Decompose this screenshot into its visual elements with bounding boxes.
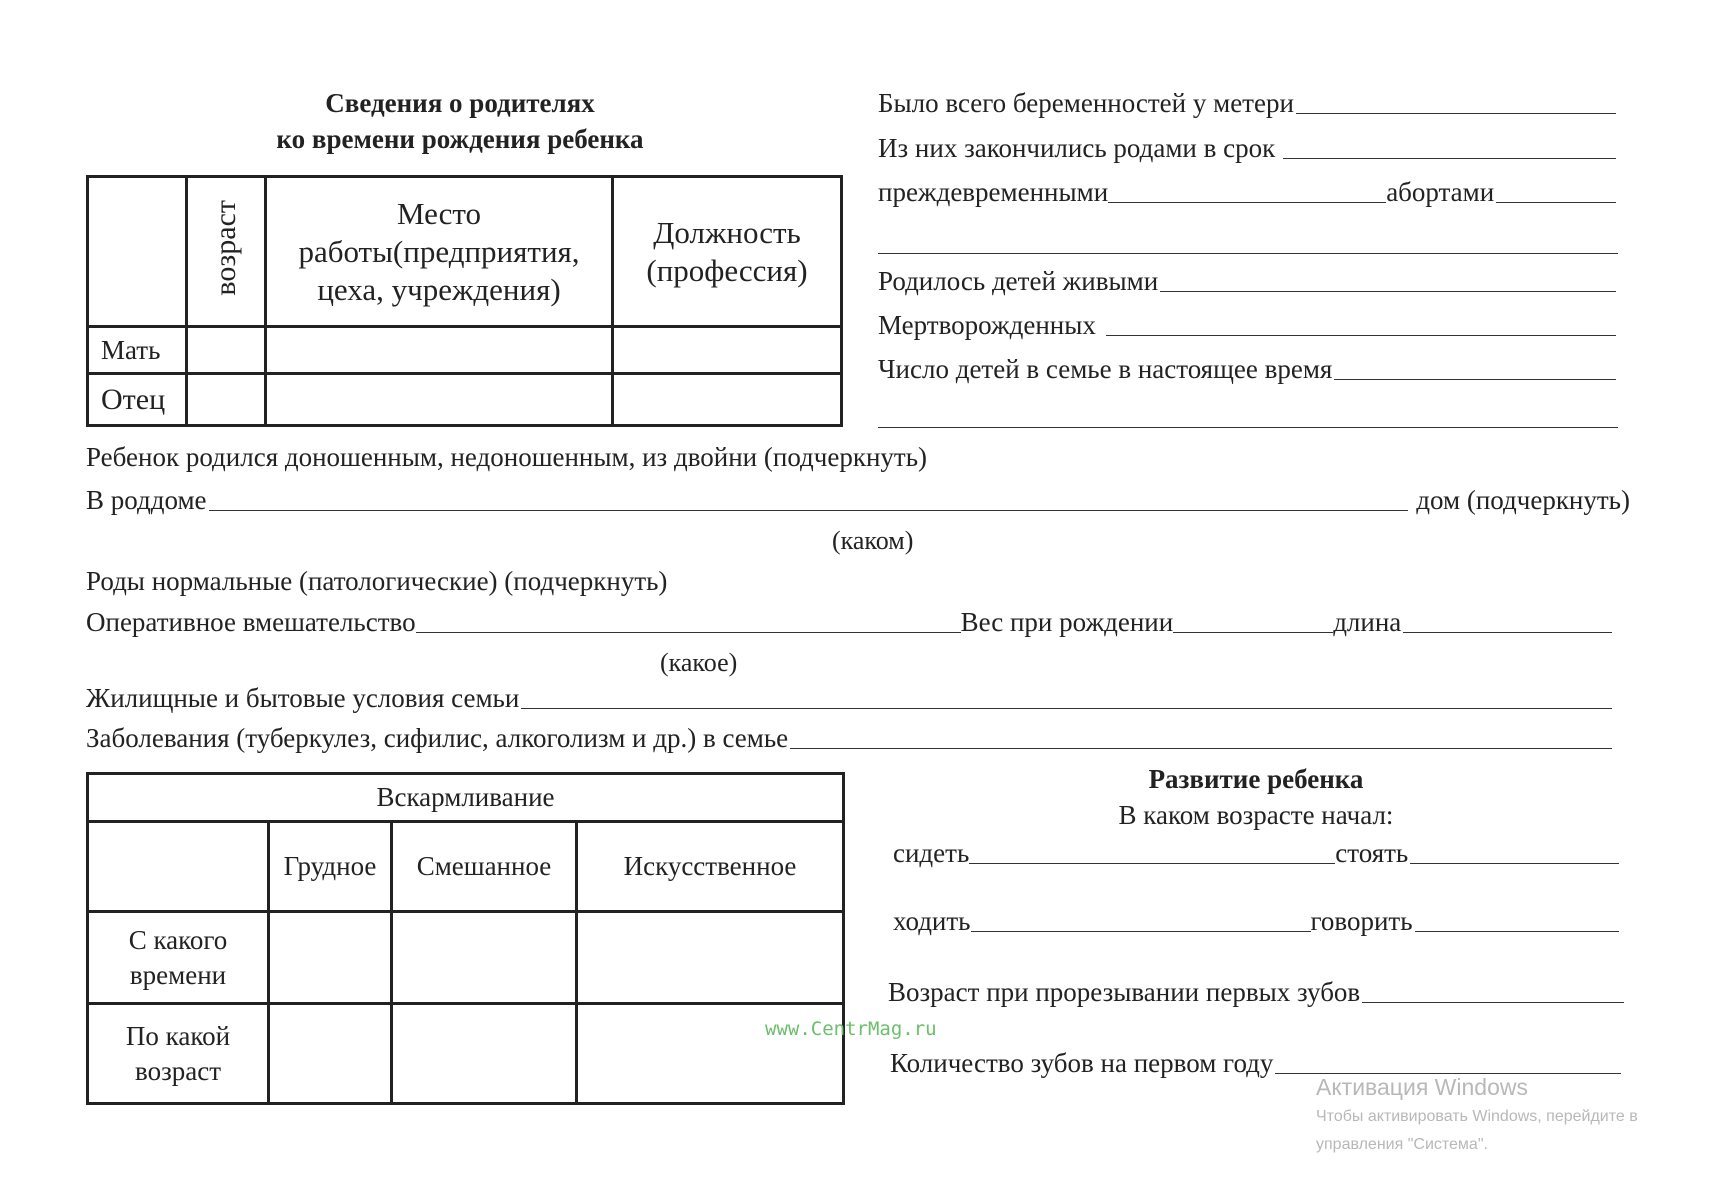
feeding-corner-cell bbox=[88, 822, 269, 912]
abortions-field[interactable] bbox=[1496, 202, 1616, 203]
maternity-row bbox=[86, 485, 1630, 516]
pregnancy-term-field[interactable] bbox=[1283, 158, 1616, 159]
stand-field[interactable] bbox=[1410, 863, 1619, 864]
feeding-title: Вскармливание bbox=[88, 774, 844, 822]
length-label: длина bbox=[1333, 607, 1402, 637]
mother-position-cell[interactable] bbox=[613, 327, 842, 374]
row-until-line1: По какой bbox=[125, 1020, 231, 1051]
abortions-label: абортами bbox=[1386, 177, 1495, 207]
header-workplace-line3: цеха, учреждения) bbox=[317, 271, 561, 307]
children-now-row bbox=[878, 354, 1618, 385]
since-artificial-cell[interactable] bbox=[577, 912, 844, 1004]
parents-heading bbox=[220, 85, 700, 157]
weight-label: Вес при рождении bbox=[960, 607, 1174, 637]
stillborn-field[interactable] bbox=[1106, 335, 1616, 336]
living-row bbox=[86, 683, 1614, 714]
header-position bbox=[613, 177, 842, 327]
premature-label: преждевременными bbox=[878, 177, 1109, 207]
table-row bbox=[88, 912, 844, 1004]
which-kind-hint: (какое) bbox=[660, 648, 738, 677]
row-until-label bbox=[88, 1004, 269, 1104]
born-as-label: Ребенок родился доношенным, недоношенным, из двойни (подчеркнуть) bbox=[86, 442, 928, 472]
until-breast-cell[interactable] bbox=[269, 1004, 392, 1104]
teeth-age-field[interactable] bbox=[1362, 1002, 1624, 1003]
home-label: дом (подчеркнуть) bbox=[1416, 485, 1630, 515]
pregnancy-premature-row bbox=[878, 177, 1618, 208]
father-position-cell[interactable] bbox=[613, 374, 842, 426]
maternity-field[interactable] bbox=[209, 510, 1409, 511]
parents-table bbox=[86, 175, 843, 427]
stand-label: стоять bbox=[1335, 838, 1409, 868]
walk-field[interactable] bbox=[971, 931, 1311, 932]
parents-heading-line2: ко времени рождения ребенка bbox=[276, 124, 644, 154]
talk-label: говорить bbox=[1310, 906, 1413, 936]
teeth-count-label: Количество зубов на первом году bbox=[890, 1048, 1274, 1078]
surgery-row bbox=[86, 607, 1614, 638]
walk-talk-row bbox=[893, 906, 1621, 937]
delivery-row bbox=[86, 566, 667, 597]
teeth-age-label: Возраст при прорезывании первых зубов bbox=[888, 977, 1361, 1007]
header-mixed: Смешанное bbox=[392, 822, 577, 912]
row-since-label bbox=[88, 912, 269, 1004]
pregnancy-term-row bbox=[878, 133, 1618, 164]
until-mixed-cell[interactable] bbox=[392, 1004, 577, 1104]
living-label: Жилищные и бытовые условия семьи bbox=[86, 683, 520, 713]
living-field[interactable] bbox=[521, 708, 1612, 709]
diseases-label: Заболевания (туберкулез, сифилис, алкоголизм и др.) в семье bbox=[86, 723, 789, 753]
header-position-line2: (профессия) bbox=[646, 252, 808, 288]
children-extra-line[interactable] bbox=[878, 427, 1618, 428]
activation-title: Активация Windows bbox=[1316, 1074, 1528, 1100]
row-father-label: Отец bbox=[88, 374, 187, 426]
born-alive-field[interactable] bbox=[1160, 291, 1616, 292]
surgery-field[interactable] bbox=[416, 632, 961, 633]
maternity-label: В роддоме bbox=[86, 485, 207, 515]
feeding-table bbox=[86, 772, 845, 1105]
length-field[interactable] bbox=[1403, 632, 1612, 633]
header-artificial: Искусственное bbox=[577, 822, 844, 912]
delivery-label: Роды нормальные (патологические) (подчеркнуть) bbox=[86, 566, 668, 596]
mother-age-cell[interactable] bbox=[187, 327, 266, 374]
header-workplace-line1: Место bbox=[396, 195, 482, 231]
weight-field[interactable] bbox=[1173, 632, 1333, 633]
row-since-line2: времени bbox=[129, 959, 227, 990]
header-workplace bbox=[266, 177, 613, 327]
walk-label: ходить bbox=[893, 906, 971, 936]
table-row bbox=[88, 374, 842, 426]
which-hint: (каком) bbox=[832, 526, 914, 555]
pregnancy-total-row bbox=[878, 88, 1618, 119]
born-as-row bbox=[86, 442, 927, 473]
father-workplace-cell[interactable] bbox=[266, 374, 613, 426]
diseases-row bbox=[86, 723, 1614, 754]
father-age-cell[interactable] bbox=[187, 374, 266, 426]
activation-line1: Чтобы активировать Windows, перейдите в bbox=[1316, 1108, 1638, 1125]
pregnancy-total-label: Было всего беременностей у метери bbox=[878, 88, 1294, 118]
development-subtitle: В каком возрасте начал: bbox=[1118, 800, 1394, 830]
teeth-age-row bbox=[888, 977, 1626, 1008]
parents-heading-line1: Сведения о родителях bbox=[325, 88, 595, 118]
activation-line2: управления "Система". bbox=[1316, 1136, 1488, 1153]
sit-label: сидеть bbox=[893, 838, 970, 868]
row-mother-label: Мать bbox=[88, 327, 187, 374]
header-breast: Грудное bbox=[269, 822, 392, 912]
development-heading: Развитие ребенка bbox=[1148, 764, 1364, 794]
table-row bbox=[88, 327, 842, 374]
table-row bbox=[88, 1004, 844, 1104]
sit-field[interactable] bbox=[969, 863, 1335, 864]
header-position-line1: Должность bbox=[653, 214, 801, 250]
header-age bbox=[187, 177, 266, 327]
premature-field[interactable] bbox=[1108, 202, 1386, 203]
mother-workplace-cell[interactable] bbox=[266, 327, 613, 374]
sit-stand-row bbox=[893, 838, 1621, 869]
site-watermark: www.CentrMag.ru bbox=[765, 1018, 937, 1040]
since-mixed-cell[interactable] bbox=[392, 912, 577, 1004]
born-alive-row bbox=[878, 266, 1618, 297]
children-now-field[interactable] bbox=[1334, 379, 1616, 380]
header-age-label: возраст bbox=[209, 200, 242, 296]
talk-field[interactable] bbox=[1415, 931, 1619, 932]
header-workplace-line2: работы(предприятия, bbox=[298, 233, 580, 269]
row-since-line1: С какого bbox=[128, 924, 228, 955]
pregnancy-total-field[interactable] bbox=[1296, 113, 1616, 114]
stillborn-row bbox=[878, 310, 1618, 341]
surgery-label: Оперативное вмешательство bbox=[86, 607, 416, 637]
row-until-line2: возраст bbox=[135, 1055, 221, 1086]
born-alive-label: Родилось детей живыми bbox=[878, 266, 1159, 296]
pregnancy-term-label: Из них закончились родами в срок bbox=[878, 133, 1276, 163]
since-breast-cell[interactable] bbox=[269, 912, 392, 1004]
diseases-field[interactable] bbox=[790, 748, 1612, 749]
children-now-label: Число детей в семье в настоящее время bbox=[878, 354, 1333, 384]
pregnancy-extra-line[interactable] bbox=[878, 253, 1618, 254]
parents-corner-cell bbox=[88, 177, 187, 327]
stillborn-label: Мертворожденных bbox=[878, 310, 1096, 340]
